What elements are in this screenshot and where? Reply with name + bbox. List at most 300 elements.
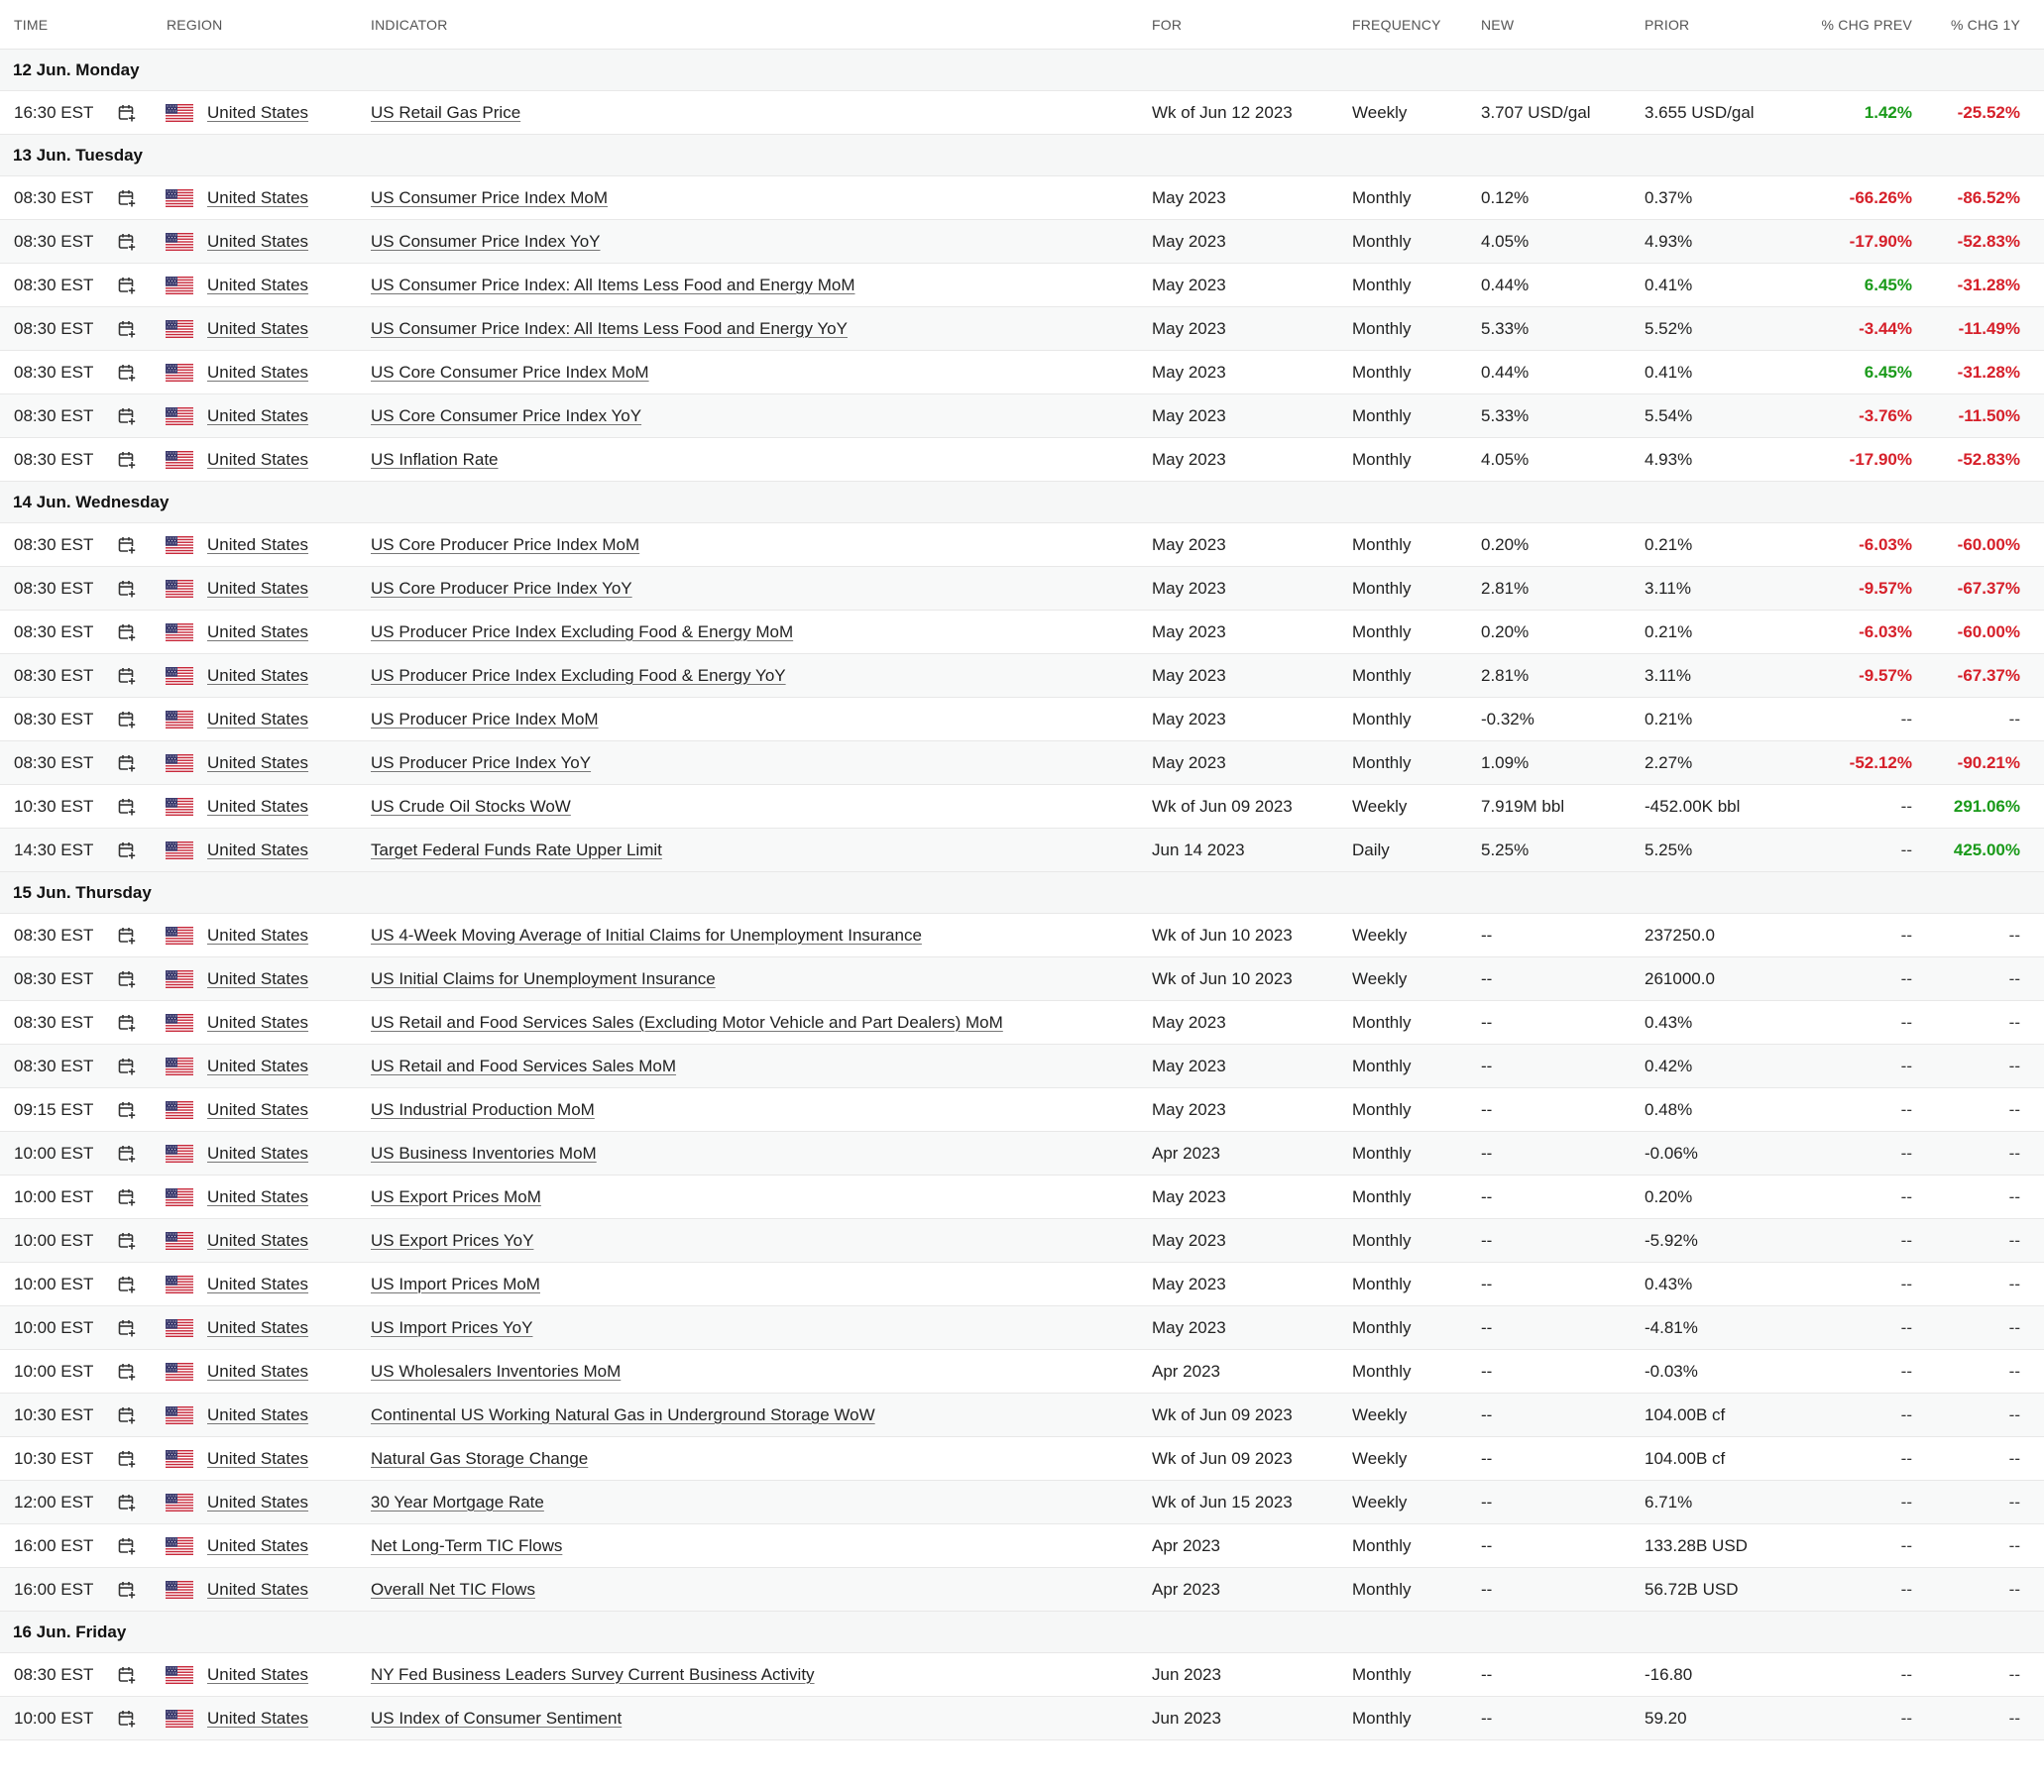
event-region[interactable] [207, 1045, 308, 1087]
table-header [0, 0, 2044, 50]
indicator-link[interactable]: NY Fed Business Leaders Survey Current Business Activity [371, 1664, 815, 1684]
day-group-header [0, 872, 2044, 914]
header-chg-prev[interactable]: % CHG PREV [1821, 16, 1912, 33]
region-link[interactable]: United States [207, 1535, 309, 1555]
event-time: 08:30 EST [14, 578, 94, 598]
event-chg-1y: -- [2008, 1056, 2020, 1075]
us-flag-icon [166, 1581, 193, 1599]
indicator-link[interactable]: US Producer Price Index YoY [371, 752, 592, 772]
us-flag-icon [166, 711, 193, 728]
region-flag [166, 1697, 193, 1739]
event-indicator[interactable] [371, 567, 632, 610]
event-chg-prev: -- [1900, 1708, 1912, 1728]
header-frequency[interactable]: FREQUENCY [1352, 16, 1441, 33]
event-region[interactable] [207, 1132, 308, 1175]
event-chg-prev: -- [1900, 1274, 1912, 1293]
table-row [0, 698, 2044, 741]
event-prior: -5.92% [1645, 1230, 1698, 1250]
event-indicator[interactable] [371, 785, 571, 828]
event-indicator[interactable] [371, 1653, 815, 1696]
event-frequency: Monthly [1352, 1579, 1412, 1599]
us-flag-icon [166, 451, 193, 469]
region-flag [166, 176, 193, 219]
header-chg-1y[interactable]: % CHG 1Y [1950, 16, 2020, 33]
event-indicator[interactable] [371, 1524, 562, 1567]
add-to-calendar-button[interactable] [117, 307, 137, 350]
event-frequency: Monthly [1352, 1012, 1412, 1032]
indicator-link[interactable]: Overall Net TIC Flows [371, 1579, 535, 1599]
event-prior: -0.03% [1645, 1361, 1698, 1381]
region-link[interactable]: United States [207, 796, 309, 816]
calendar-add-icon [117, 535, 137, 555]
event-region[interactable] [207, 914, 308, 956]
event-chg-prev: -- [1900, 709, 1912, 728]
event-time: 10:30 EST [14, 796, 94, 816]
region-link[interactable]: United States [207, 362, 309, 382]
event-indicator[interactable] [371, 1045, 676, 1087]
region-link[interactable]: United States [207, 534, 309, 554]
event-time: 10:00 EST [14, 1143, 94, 1163]
event-chg-1y: -60.00% [1957, 534, 2020, 554]
event-indicator[interactable] [371, 1568, 535, 1611]
event-indicator[interactable] [371, 1219, 533, 1262]
us-flag-icon [166, 1319, 193, 1337]
event-frequency: Monthly [1352, 405, 1412, 425]
event-for: Jun 2023 [1152, 1664, 1221, 1684]
event-region[interactable] [207, 264, 308, 306]
event-indicator[interactable] [371, 1132, 597, 1175]
event-region[interactable] [207, 523, 308, 566]
indicator-link[interactable]: US Consumer Price Index YoY [371, 231, 601, 251]
event-time: 10:00 EST [14, 1708, 94, 1728]
event-chg-prev: -- [1900, 840, 1912, 859]
event-region[interactable] [207, 1263, 308, 1305]
event-chg-1y: -- [2008, 1230, 2020, 1250]
event-time: 08:30 EST [14, 709, 94, 728]
event-region[interactable] [207, 1437, 308, 1480]
event-new: 3.707 USD/gal [1481, 102, 1591, 122]
event-for: Wk of Jun 09 2023 [1152, 796, 1293, 816]
region-link[interactable]: United States [207, 840, 309, 859]
add-to-calendar-button[interactable] [117, 785, 137, 828]
event-region[interactable] [207, 957, 308, 1000]
table-row [0, 1045, 2044, 1088]
add-to-calendar-button[interactable] [117, 523, 137, 566]
add-to-calendar-button[interactable] [117, 394, 137, 437]
event-region[interactable] [207, 741, 308, 784]
event-chg-prev: -3.76% [1859, 405, 1912, 425]
event-prior: 4.93% [1645, 449, 1693, 469]
event-for: May 2023 [1152, 405, 1226, 425]
indicator-link[interactable]: US 4-Week Moving Average of Initial Claims for Unemployment Insurance [371, 925, 922, 945]
event-indicator[interactable] [371, 1263, 540, 1305]
event-indicator[interactable] [371, 1394, 875, 1436]
add-to-calendar-button[interactable] [117, 611, 137, 653]
event-frequency: Monthly [1352, 621, 1412, 641]
event-indicator[interactable] [371, 1481, 544, 1523]
event-indicator[interactable] [371, 307, 848, 350]
table-row [0, 1524, 2044, 1568]
event-for: May 2023 [1152, 1317, 1226, 1337]
event-chg-prev: -- [1900, 1230, 1912, 1250]
add-to-calendar-button[interactable] [117, 1306, 137, 1349]
table-row [0, 785, 2044, 829]
region-flag [166, 1568, 193, 1611]
add-to-calendar-button[interactable] [117, 1350, 137, 1393]
add-to-calendar-button[interactable] [117, 957, 137, 1000]
region-link[interactable]: United States [207, 968, 309, 988]
region-link[interactable]: United States [207, 1099, 309, 1119]
indicator-link[interactable]: US Producer Price Index MoM [371, 709, 599, 728]
event-region[interactable] [207, 220, 308, 263]
event-prior: 0.48% [1645, 1099, 1693, 1119]
indicator-link[interactable]: Target Federal Funds Rate Upper Limit [371, 840, 662, 859]
event-region[interactable] [207, 1653, 308, 1696]
table-row [0, 523, 2044, 567]
event-prior: 0.42% [1645, 1056, 1693, 1075]
region-link[interactable]: United States [207, 578, 309, 598]
add-to-calendar-button[interactable] [117, 698, 137, 740]
event-indicator[interactable] [371, 394, 641, 437]
add-to-calendar-button[interactable] [117, 1481, 137, 1523]
event-frequency: Weekly [1352, 925, 1408, 945]
event-indicator[interactable] [371, 438, 499, 481]
event-region[interactable] [207, 91, 308, 134]
indicator-link[interactable]: Net Long-Term TIC Flows [371, 1535, 563, 1555]
indicator-link[interactable]: US Industrial Production MoM [371, 1099, 595, 1119]
event-new: -- [1481, 1317, 1493, 1337]
event-new: -- [1481, 1361, 1493, 1381]
event-indicator[interactable] [371, 176, 608, 219]
event-indicator[interactable] [371, 1350, 621, 1393]
indicator-link[interactable]: US Core Producer Price Index MoM [371, 534, 640, 554]
add-to-calendar-button[interactable] [117, 567, 137, 610]
event-frequency: Weekly [1352, 1404, 1408, 1424]
region-link[interactable]: United States [207, 709, 309, 728]
add-to-calendar-button[interactable] [117, 654, 137, 697]
indicator-link[interactable]: US Core Producer Price Index YoY [371, 578, 632, 598]
region-link[interactable]: United States [207, 925, 309, 945]
calendar-add-icon [117, 1013, 137, 1033]
event-new: -- [1481, 1535, 1493, 1555]
region-link[interactable]: United States [207, 665, 309, 685]
table-row [0, 220, 2044, 264]
event-chg-1y: -60.00% [1957, 621, 2020, 641]
day-label: 14 Jun. Wednesday [13, 492, 170, 511]
region-link[interactable]: United States [207, 405, 309, 425]
event-indicator[interactable] [371, 264, 854, 306]
table-row [0, 264, 2044, 307]
region-link[interactable]: United States [207, 1143, 309, 1163]
add-to-calendar-button[interactable] [117, 1524, 137, 1567]
indicator-link[interactable]: US Wholesalers Inventories MoM [371, 1361, 622, 1381]
header-indicator[interactable]: INDICATOR [371, 16, 448, 33]
header-prior[interactable]: PRIOR [1645, 16, 1690, 33]
event-indicator[interactable] [371, 611, 793, 653]
event-new: 5.33% [1481, 405, 1530, 425]
event-indicator[interactable] [371, 1306, 532, 1349]
table-row [0, 351, 2044, 394]
event-region[interactable] [207, 1306, 308, 1349]
add-to-calendar-button[interactable] [117, 1219, 137, 1262]
indicator-link[interactable]: US Crude Oil Stocks WoW [371, 796, 571, 816]
add-to-calendar-button[interactable] [117, 1263, 137, 1305]
indicator-link[interactable]: US Retail and Food Services Sales (Excluding Motor Vehicle and Part Dealers) MoM [371, 1012, 1003, 1032]
event-chg-prev: -- [1900, 1579, 1912, 1599]
event-frequency: Monthly [1352, 665, 1412, 685]
add-to-calendar-button[interactable] [117, 1176, 137, 1218]
event-time: 16:00 EST [14, 1579, 94, 1599]
event-region[interactable] [207, 438, 308, 481]
header-time[interactable]: TIME [14, 16, 49, 33]
add-to-calendar-button[interactable] [117, 1132, 137, 1175]
event-indicator[interactable] [371, 698, 599, 740]
event-region[interactable] [207, 1176, 308, 1218]
indicator-link[interactable]: US Core Consumer Price Index YoY [371, 405, 642, 425]
event-region[interactable] [207, 1088, 308, 1131]
region-link[interactable]: United States [207, 621, 309, 641]
event-prior: 0.41% [1645, 275, 1693, 294]
region-link[interactable]: United States [207, 1186, 309, 1206]
region-link[interactable]: United States [207, 1274, 309, 1293]
indicator-link[interactable]: US Consumer Price Index: All Items Less Food and Energy MoM [371, 275, 855, 294]
region-link[interactable]: United States [207, 187, 309, 207]
add-to-calendar-button[interactable] [117, 1568, 137, 1611]
region-link[interactable]: United States [207, 1404, 309, 1424]
add-to-calendar-button[interactable] [117, 91, 137, 134]
add-to-calendar-button[interactable] [117, 1088, 137, 1131]
add-to-calendar-button[interactable] [117, 1001, 137, 1044]
event-chg-1y: -25.52% [1957, 102, 2020, 122]
region-flag [166, 1306, 193, 1349]
event-chg-prev: 6.45% [1864, 275, 1912, 294]
region-link[interactable]: United States [207, 1448, 309, 1468]
region-flag [166, 91, 193, 134]
event-indicator[interactable] [371, 829, 662, 871]
event-region[interactable] [207, 1219, 308, 1262]
event-indicator[interactable] [371, 91, 520, 134]
region-link[interactable]: United States [207, 1317, 309, 1337]
event-chg-prev: -- [1900, 968, 1912, 988]
region-link[interactable]: United States [207, 231, 309, 251]
event-region[interactable] [207, 1524, 308, 1567]
event-region[interactable] [207, 307, 308, 350]
region-link[interactable]: United States [207, 275, 309, 294]
event-for: Wk of Jun 10 2023 [1152, 925, 1293, 945]
indicator-link[interactable]: US Export Prices MoM [371, 1186, 541, 1206]
event-region[interactable] [207, 654, 308, 697]
event-frequency: Weekly [1352, 102, 1408, 122]
event-chg-1y: -86.52% [1957, 187, 2020, 207]
indicator-link[interactable]: US Consumer Price Index: All Items Less Food and Energy YoY [371, 318, 848, 338]
event-for: Apr 2023 [1152, 1579, 1220, 1599]
region-flag [166, 438, 193, 481]
region-link[interactable]: United States [207, 1361, 309, 1381]
calendar-add-icon [117, 1405, 137, 1425]
event-indicator[interactable] [371, 220, 601, 263]
event-chg-prev: -3.44% [1859, 318, 1912, 338]
event-chg-prev: -- [1900, 1099, 1912, 1119]
event-indicator[interactable] [371, 1697, 622, 1739]
event-frequency: Monthly [1352, 752, 1412, 772]
header-for[interactable]: FOR [1152, 16, 1183, 33]
indicator-link[interactable]: US Producer Price Index Excluding Food & Energy YoY [371, 665, 786, 685]
add-to-calendar-button[interactable] [117, 176, 137, 219]
add-to-calendar-button[interactable] [117, 741, 137, 784]
event-frequency: Monthly [1352, 1664, 1412, 1684]
us-flag-icon [166, 1450, 193, 1468]
us-flag-icon [166, 536, 193, 554]
add-to-calendar-button[interactable] [117, 829, 137, 871]
event-indicator[interactable] [371, 654, 786, 697]
indicator-link[interactable]: Continental US Working Natural Gas in Underground Storage WoW [371, 1404, 875, 1424]
event-time: 10:00 EST [14, 1186, 94, 1206]
event-frequency: Monthly [1352, 1708, 1412, 1728]
event-region[interactable] [207, 351, 308, 393]
indicator-link[interactable]: US Retail Gas Price [371, 102, 521, 122]
us-flag-icon [166, 798, 193, 816]
event-prior: 237250.0 [1645, 925, 1715, 945]
event-chg-prev: -- [1900, 796, 1912, 816]
event-region[interactable] [207, 1350, 308, 1393]
region-link[interactable]: United States [207, 752, 309, 772]
region-link[interactable]: United States [207, 1664, 309, 1684]
event-indicator[interactable] [371, 1088, 595, 1131]
event-region[interactable] [207, 785, 308, 828]
event-region[interactable] [207, 567, 308, 610]
region-link[interactable]: United States [207, 318, 309, 338]
add-to-calendar-button[interactable] [117, 914, 137, 956]
indicator-link[interactable]: US Index of Consumer Sentiment [371, 1708, 623, 1728]
event-region[interactable] [207, 1394, 308, 1436]
event-frequency: Monthly [1352, 362, 1412, 382]
indicator-link[interactable]: 30 Year Mortgage Rate [371, 1492, 544, 1512]
calendar-add-icon [117, 319, 137, 339]
table-row [0, 176, 2044, 220]
region-link[interactable]: United States [207, 1579, 309, 1599]
event-indicator[interactable] [371, 1176, 541, 1218]
event-time: 08:30 EST [14, 405, 94, 425]
event-region[interactable] [207, 394, 308, 437]
event-region[interactable] [207, 176, 308, 219]
region-link[interactable]: United States [207, 449, 309, 469]
event-indicator[interactable] [371, 1001, 1003, 1044]
event-prior: 0.41% [1645, 362, 1693, 382]
event-region[interactable] [207, 1001, 308, 1044]
us-flag-icon [166, 277, 193, 294]
event-prior: 5.52% [1645, 318, 1693, 338]
table-row [0, 957, 2044, 1001]
region-link[interactable]: United States [207, 102, 309, 122]
event-indicator[interactable] [371, 957, 716, 1000]
region-link[interactable]: United States [207, 1230, 309, 1250]
add-to-calendar-button[interactable] [117, 438, 137, 481]
indicator-link[interactable]: US Business Inventories MoM [371, 1143, 597, 1163]
event-prior: 104.00B cf [1645, 1404, 1726, 1424]
add-to-calendar-button[interactable] [117, 1045, 137, 1087]
indicator-link[interactable]: US Inflation Rate [371, 449, 499, 469]
calendar-add-icon [117, 232, 137, 252]
add-to-calendar-button[interactable] [117, 351, 137, 393]
indicator-link[interactable]: Natural Gas Storage Change [371, 1448, 589, 1468]
event-chg-1y: -- [2008, 1579, 2020, 1599]
event-for: Apr 2023 [1152, 1143, 1220, 1163]
add-to-calendar-button[interactable] [117, 1437, 137, 1480]
indicator-link[interactable]: US Producer Price Index Excluding Food & Energy MoM [371, 621, 794, 641]
event-indicator[interactable] [371, 523, 639, 566]
event-chg-prev: -6.03% [1859, 621, 1912, 641]
event-for: Apr 2023 [1152, 1535, 1220, 1555]
region-flag [166, 1394, 193, 1436]
header-region[interactable]: REGION [167, 16, 223, 33]
event-indicator[interactable] [371, 914, 922, 956]
calendar-add-icon [117, 1362, 137, 1382]
region-flag [166, 1045, 193, 1087]
calendar-add-icon [117, 363, 137, 383]
calendar-add-icon [117, 103, 137, 123]
event-indicator[interactable] [371, 741, 591, 784]
indicator-link[interactable]: US Export Prices YoY [371, 1230, 534, 1250]
event-region[interactable] [207, 829, 308, 871]
region-link[interactable]: United States [207, 1056, 309, 1075]
event-new: 0.44% [1481, 362, 1530, 382]
event-region[interactable] [207, 1481, 308, 1523]
event-region[interactable] [207, 1568, 308, 1611]
table-row [0, 654, 2044, 698]
region-link[interactable]: United States [207, 1708, 309, 1728]
event-region[interactable] [207, 698, 308, 740]
calendar-add-icon [117, 1709, 137, 1729]
calendar-add-icon [117, 926, 137, 946]
indicator-link[interactable]: US Retail and Food Services Sales MoM [371, 1056, 677, 1075]
add-to-calendar-button[interactable] [117, 1653, 137, 1696]
add-to-calendar-button[interactable] [117, 1697, 137, 1739]
event-for: Wk of Jun 09 2023 [1152, 1448, 1293, 1468]
us-flag-icon [166, 364, 193, 382]
region-link[interactable]: United States [207, 1012, 309, 1032]
indicator-link[interactable]: US Core Consumer Price Index MoM [371, 362, 649, 382]
table-row [0, 1176, 2044, 1219]
add-to-calendar-button[interactable] [117, 264, 137, 306]
event-indicator[interactable] [371, 351, 649, 393]
header-new[interactable]: NEW [1481, 16, 1515, 33]
event-new: -- [1481, 1099, 1493, 1119]
indicator-link[interactable]: US Import Prices MoM [371, 1274, 540, 1293]
event-for: Apr 2023 [1152, 1361, 1220, 1381]
region-link[interactable]: United States [207, 1492, 309, 1512]
event-for: May 2023 [1152, 1186, 1226, 1206]
table-row [0, 914, 2044, 957]
event-chg-prev: -- [1900, 1492, 1912, 1512]
calendar-add-icon [117, 710, 137, 729]
indicator-link[interactable]: US Consumer Price Index MoM [371, 187, 609, 207]
event-chg-1y: -- [2008, 925, 2020, 945]
add-to-calendar-button[interactable] [117, 1394, 137, 1436]
event-indicator[interactable] [371, 1437, 588, 1480]
indicator-link[interactable]: US Import Prices YoY [371, 1317, 533, 1337]
table-row [0, 1481, 2044, 1524]
event-prior: 0.37% [1645, 187, 1693, 207]
event-chg-prev: -- [1900, 1404, 1912, 1424]
event-chg-1y: -- [2008, 1274, 2020, 1293]
event-region[interactable] [207, 611, 308, 653]
add-to-calendar-button[interactable] [117, 220, 137, 263]
region-flag [166, 523, 193, 566]
indicator-link[interactable]: US Initial Claims for Unemployment Insurance [371, 968, 716, 988]
event-time: 16:30 EST [14, 102, 94, 122]
region-flag [166, 394, 193, 437]
event-region[interactable] [207, 1697, 308, 1739]
